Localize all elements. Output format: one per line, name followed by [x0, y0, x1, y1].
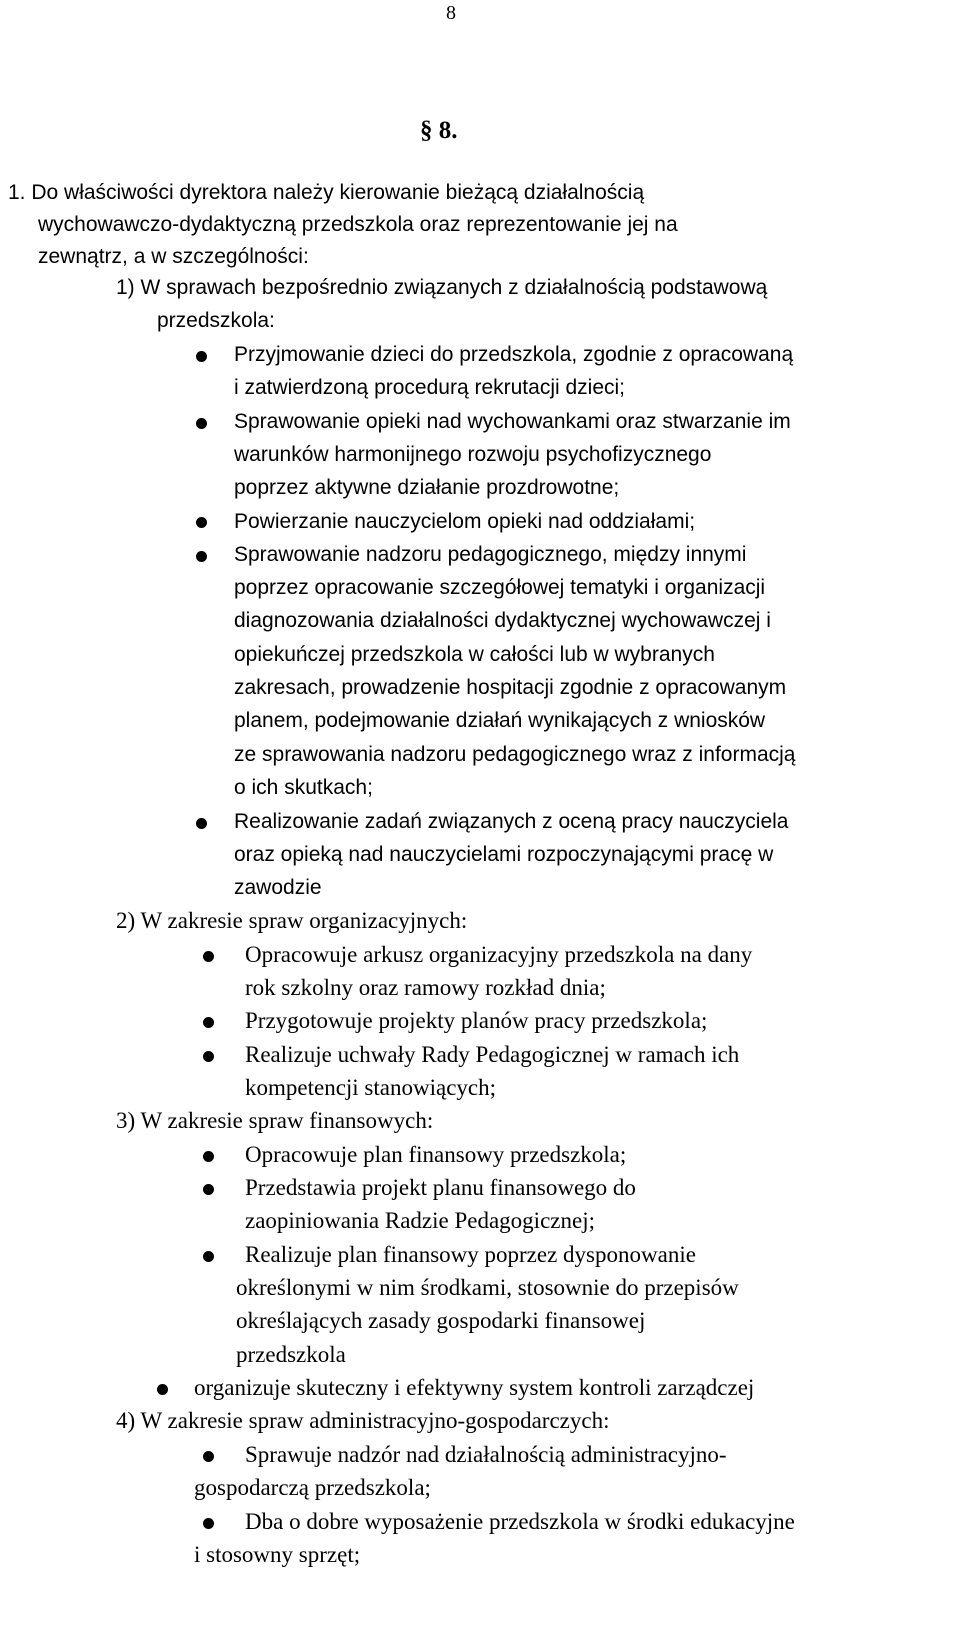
list-item: Opracowuje plan finansowy przedszkola;	[245, 1142, 627, 1167]
bullet-icon	[203, 1518, 214, 1529]
list-item: o ich skutkach;	[234, 776, 373, 799]
list-item: diagnozowania działalności dydaktycznej wychowawczej i	[234, 609, 771, 632]
bullet-icon	[196, 818, 207, 829]
bullet-icon	[196, 517, 207, 528]
paragraph-line: 1. Do właściwości dyrektora należy kierowanie bieżącą działalnością	[8, 181, 645, 204]
bullet-icon	[203, 1051, 214, 1062]
bullet-icon	[203, 1017, 214, 1028]
list-item: planem, podejmowanie działań wynikających z wniosków	[234, 709, 766, 732]
list-item: rok szkolny oraz ramowy rozkład dnia;	[245, 975, 606, 1000]
bullet-icon	[157, 1384, 168, 1395]
page-number: 8	[446, 2, 456, 24]
list-heading: przedszkola:	[157, 309, 275, 332]
list-item: Przygotowuje projekty planów pracy przedszkola;	[245, 1008, 708, 1033]
list-item: poprzez opracowanie szczegółowej tematyki i organizacji	[234, 576, 766, 599]
bullet-icon	[203, 1184, 214, 1195]
list-item: oraz opieką nad nauczycielami rozpoczynającymi pracę w	[234, 843, 774, 866]
list-item: Realizowanie zadań związanych z oceną pracy nauczyciela	[234, 810, 789, 833]
list-item: warunków harmonijnego rozwoju psychofizycznego	[234, 443, 712, 466]
list-item: określających zasady gospodarki finansowej	[236, 1308, 646, 1333]
list-item: gospodarczą przedszkola;	[194, 1475, 431, 1500]
list-heading: 2) W zakresie spraw organizacyjnych:	[116, 908, 468, 933]
list-item: ze sprawowania nadzoru pedagogicznego wraz z informacją	[234, 743, 796, 766]
list-heading: 3) W zakresie spraw finansowych:	[116, 1108, 434, 1133]
list-item: Realizuje uchwały Rady Pedagogicznej w ramach ich	[245, 1042, 740, 1067]
bullet-icon	[196, 418, 207, 429]
list-item: Dba o dobre wyposażenie przedszkola w środki edukacyjne	[245, 1509, 795, 1534]
list-item: organizuje skuteczny i efektywny system kontroli zarządczej	[194, 1375, 755, 1400]
bullet-icon	[203, 951, 214, 962]
list-heading: 1) W sprawach bezpośrednio związanych z działalnością podstawową	[116, 276, 768, 299]
bullet-icon	[196, 351, 207, 362]
bullet-icon	[203, 1151, 214, 1162]
list-item: Przyjmowanie dzieci do przedszkola, zgodnie z opracowaną	[234, 343, 794, 366]
list-item: zawodzie	[234, 876, 322, 899]
list-item: opiekuńczej przedszkola w całości lub w wybranych	[234, 643, 715, 666]
list-item: przedszkola	[236, 1342, 346, 1367]
list-item: Sprawowanie opieki nad wychowankami oraz stwarzanie im	[234, 410, 791, 433]
list-item: zakresach, prowadzenie hospitacji zgodnie z opracowanym	[234, 676, 787, 699]
section-title: § 8.	[420, 117, 458, 144]
list-item: Sprawuje nadzór nad działalnością administracyjno-	[245, 1442, 727, 1467]
list-item: Realizuje plan finansowy poprzez dysponowanie	[245, 1242, 696, 1267]
list-item: Sprawowanie nadzoru pedagogicznego, między innymi	[234, 543, 747, 566]
list-item: Przedstawia projekt planu finansowego do	[245, 1175, 636, 1200]
paragraph-line: zewnątrz, a w szczególności:	[38, 245, 309, 268]
list-item: poprzez aktywne działanie prozdrowotne;	[234, 476, 620, 499]
bullet-icon	[203, 1251, 214, 1262]
list-item: i zatwierdzoną procedurą rekrutacji dzieci;	[234, 376, 626, 399]
paragraph-line: wychowawczo-dydaktyczną przedszkola oraz reprezentowanie jej na	[38, 213, 678, 236]
bullet-icon	[203, 1451, 214, 1462]
list-heading: 4) W zakresie spraw administracyjno-gospodarczych:	[116, 1408, 610, 1433]
list-item: zaopiniowania Radzie Pedagogicznej;	[245, 1208, 595, 1233]
bullet-icon	[196, 551, 207, 562]
list-item: kompetencji stanowiących;	[245, 1075, 497, 1100]
list-item: i stosowny sprzęt;	[194, 1542, 361, 1567]
list-item: określonymi w nim środkami, stosownie do przepisów	[236, 1275, 739, 1300]
list-item: Opracowuje arkusz organizacyjny przedszkola na dany	[245, 942, 753, 967]
list-item: Powierzanie nauczycielom opieki nad oddziałami;	[234, 510, 696, 533]
